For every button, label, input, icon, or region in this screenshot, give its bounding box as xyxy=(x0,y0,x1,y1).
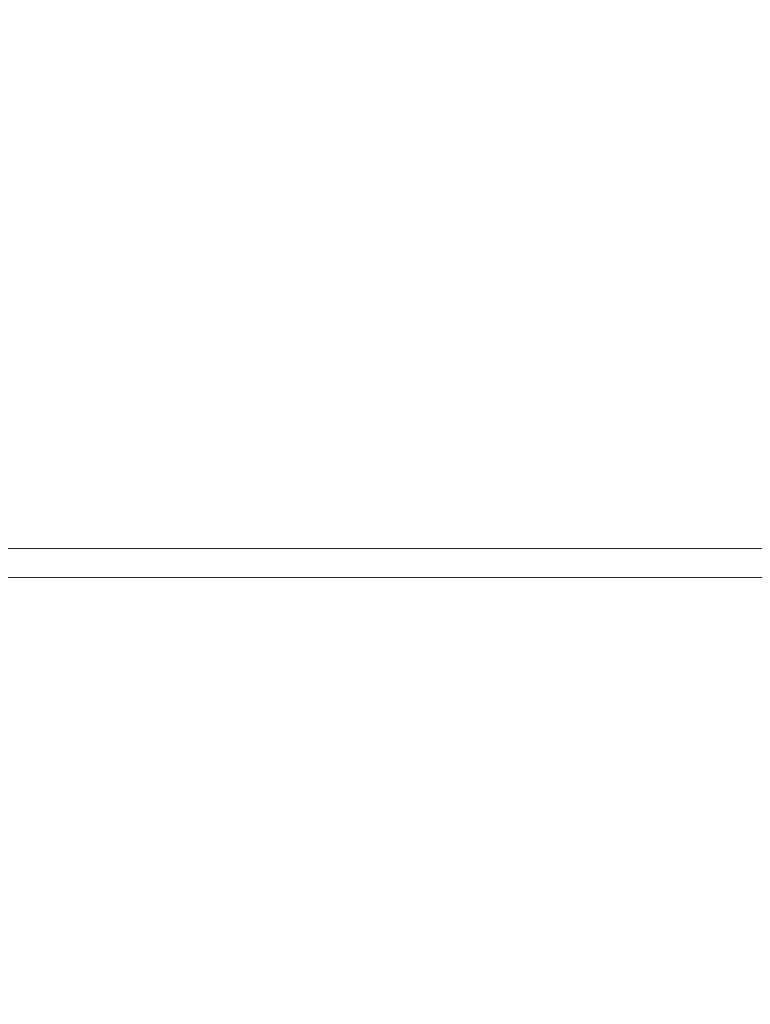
notice-column xyxy=(262,599,380,1001)
notice-column xyxy=(643,599,761,1001)
notice-column xyxy=(8,599,126,1001)
notice-column xyxy=(389,599,507,1001)
top-rule xyxy=(8,548,762,549)
notice-column xyxy=(135,599,253,1001)
bottom-rule xyxy=(8,577,762,578)
legal-notices-columns xyxy=(8,599,762,1001)
notice-column xyxy=(516,599,634,1001)
